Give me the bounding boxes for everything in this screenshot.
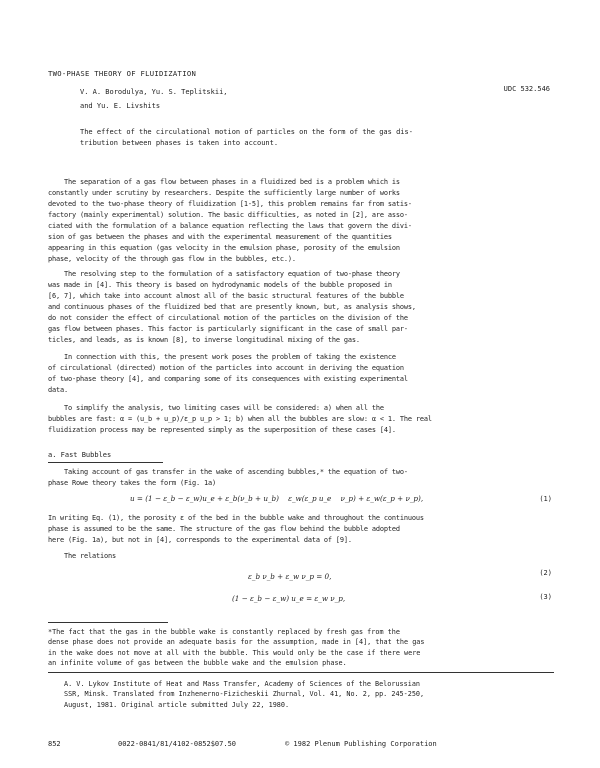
affiliation-line: A. V. Lykov Institute of Heat and Mass Transfer, Academy of Sciences of the Belorussian — [64, 680, 421, 688]
abstract — [80, 127, 560, 149]
body-line: constantly under scrutiny by researchers. Despite the sufficiently large number of works — [48, 189, 400, 197]
body-line: The separation of a gas flow between phases in a fluidized bed is a problem which is — [64, 178, 400, 186]
affiliation-line: SSR, Minsk. Translated from Inzhenerno-Fizicheskii Zhurnal, Vol. 41, No. 2, pp. 245-250, — [64, 690, 425, 699]
authors — [80, 85, 228, 113]
body-line: ticles, and leads, as is known [8], to inverse longitudinal mixing of the gas. — [48, 336, 360, 344]
body-line: and continuous phases of the fluidized bed that are presently known, but, as analysis shows, — [48, 303, 416, 311]
body-line: factory (mainly experimental) solution. The basic difficulties, as noted in [2], are asso- — [48, 211, 408, 219]
abstract-line: The effect of the circulational motion of particles on the form of the gas dis- — [80, 128, 413, 136]
body-line: of two-phase theory [4], and comparing some of its consequences with existing experimental — [48, 375, 408, 383]
body-line: In writing Eq. (1), the porosity ε of the bed in the bubble wake and throughout the continuous — [48, 514, 424, 522]
body-line: of circulational (directed) motion of the particles into account in deriving the equation — [48, 364, 404, 372]
footnote — [48, 627, 554, 669]
section-heading-fast-bubbles: a. Fast Bubbles — [48, 451, 112, 459]
equation-2-number: (2) — [539, 569, 552, 577]
body-line: phase, velocity of the through gas flow in the bubbles, etc.). — [48, 255, 296, 263]
footnote-line: in the wake does not move at all with the bubble. This would only be the case if there were — [48, 648, 421, 657]
body-line: appearing in this equation (gas velocity in the emulsion phase, porosity of the emulsion — [48, 244, 400, 252]
body-line: fluidization process may be represented simply as the superposition of these cases [4]. — [48, 426, 396, 434]
body-line: In connection with this, the present work poses the problem of taking the existence — [64, 353, 396, 361]
body-line: Taking account of gas transfer in the wake of ascending bubbles,* the equation of two- — [64, 468, 408, 476]
equation-3-number: (3) — [539, 593, 552, 601]
body-line: phase is assumed to be the same. The structure of the gas flow behind the bubble adopted — [48, 525, 400, 533]
copyright: © 1982 Plenum Publishing Corporation — [285, 740, 437, 748]
footnote-line: *The fact that the gas in the bubble wake is constantly replaced by fresh gas from the — [48, 628, 400, 636]
footnote-line: dense phase does not provide an adequate basis for the assumption, made in [4], that the gas — [48, 638, 425, 647]
udc-code: UDC 532.546 — [503, 85, 550, 93]
body-line: sion of gas between the phases and with the experimental measurement of the quantities — [48, 233, 392, 241]
paper-title: TWO-PHASE THEORY OF FLUIDIZATION — [48, 69, 197, 78]
equation-2: ε_b ν_b + ε_w ν_p = 0, — [248, 572, 332, 581]
body-line: The resolving step to the formulation of a satisfactory equation of two-phase theory — [64, 270, 400, 278]
affiliation-rule — [48, 672, 554, 673]
affiliation — [64, 679, 554, 710]
equation-1-number: (1) — [539, 495, 552, 503]
body-line: bubbles are fast: α = (u_b + u_p)/ε_p u_p > 1; b) when all the bubbles are slow: α < 1. The real — [48, 415, 432, 423]
body-line: data. — [48, 386, 68, 394]
body-line: here (Fig. 1a), but not in [4], corresponds to the experimental data of [9]. — [48, 536, 352, 544]
article-code: 0022-0841/81/4102-0852$07.50 — [118, 740, 237, 748]
author-line-2: and Yu. E. Livshits — [80, 102, 161, 110]
body-line: To simplify the analysis, two limiting cases will be considered: a) when all the — [64, 404, 384, 412]
body-line: [6, 7], which take into account almost all of the basic structural features of the bubble — [48, 292, 404, 300]
abstract-line: tribution between phases is taken into account. — [80, 139, 279, 147]
author-line-1: V. A. Borodulya, Yu. S. Teplitskii, — [80, 88, 228, 96]
footnote-rule — [48, 622, 168, 623]
footnote-line: an infinite volume of gas between the bubble wake and the emulsion phase. — [48, 659, 347, 668]
equation-1: u = (1 − ε_b − ε_w)u_e + ε_b(ν_b + u_b) ε_w(ε_p u_e ν_p) + ε_w(ε_p + ν_p), — [130, 494, 424, 503]
body-line: The relations — [64, 552, 116, 560]
equation-3: (1 − ε_b − ε_w) u_e = ε_w ν_p, — [232, 594, 346, 603]
section-underline — [48, 462, 163, 463]
body-line: devoted to the two-phase theory of fluidization [1-5], this problem remains far from satis- — [48, 200, 412, 208]
body-line: phase Rowe theory takes the form (Fig. 1a) — [48, 479, 216, 487]
body-line: was made in [4]. This theory is based on hydrodynamic models of the bubble proposed in — [48, 281, 392, 289]
affiliation-line: August, 1981. Original article submitted July 22, 1980. — [64, 700, 290, 709]
page-number: 852 — [48, 740, 61, 748]
body-line: ciated with the formulation of a balance equation reflecting the laws that govern the divi- — [48, 222, 412, 230]
body-line: gas flow between phases. This factor is particularly significant in the case of small par- — [48, 325, 408, 333]
body-line: do not consider the effect of circulational motion of the particles on the division of the — [48, 314, 408, 322]
